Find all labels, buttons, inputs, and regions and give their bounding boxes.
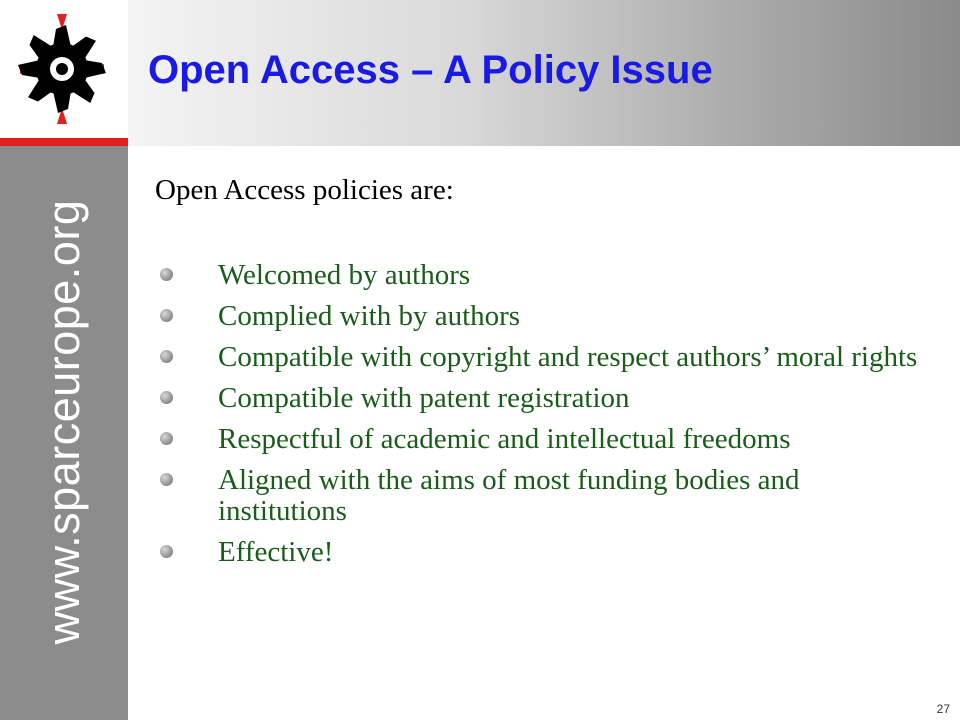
bullet-dot-icon [160, 350, 173, 363]
bullet-item [160, 424, 920, 455]
bullet-item [160, 465, 920, 527]
bullet-dot-icon [160, 268, 173, 281]
bullet-dot-icon [160, 545, 173, 558]
bullet-text: Compatible with patent registration [218, 382, 630, 414]
bullet-text: Complied with by authors [218, 300, 521, 332]
bullet-item [160, 260, 920, 291]
page-number: 27 [936, 702, 950, 716]
bullet-list [160, 260, 920, 578]
bullet-text: Welcomed by authors [218, 259, 471, 291]
bullet-item [160, 383, 920, 414]
slide-title: Open Access – A Policy Issue [148, 48, 713, 92]
logo-divider [0, 138, 128, 146]
bullet-item [160, 537, 920, 568]
bullet-text: Respectful of academic and intellectual freedoms [218, 423, 791, 455]
bullet-dot-icon [160, 309, 173, 322]
sidebar [0, 0, 128, 720]
bullet-dot-icon [160, 432, 173, 445]
bullet-text: Effective! [218, 536, 334, 568]
website-url: www.sparceurope.org [38, 199, 89, 645]
bullet-text: Aligned with the aims of most funding bodies and institutions [218, 464, 800, 527]
bullet-dot-icon [160, 391, 173, 404]
intro-text: Open Access policies are: [155, 174, 454, 206]
sparc-europe-logo-icon [0, 0, 128, 138]
bullet-text: Compatible with copyright and respect authors’ moral rights [218, 341, 918, 373]
bullet-item [160, 342, 920, 373]
bullet-dot-icon [160, 473, 173, 486]
bullet-item [160, 301, 920, 332]
